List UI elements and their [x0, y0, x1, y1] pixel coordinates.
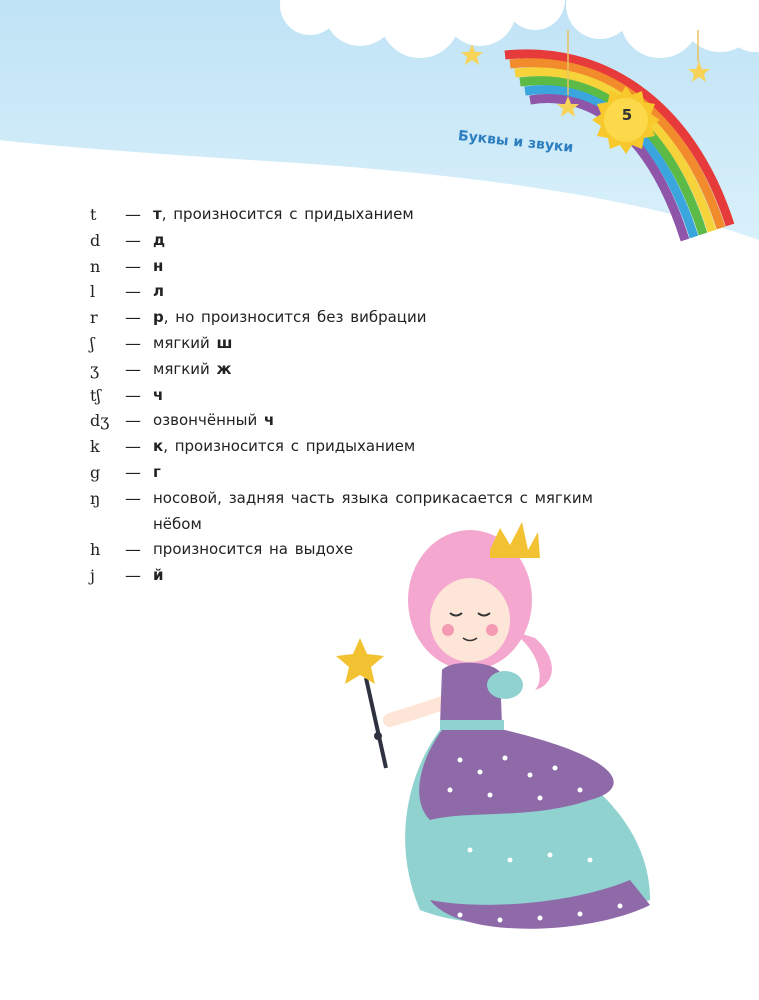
russian-letter: ч	[264, 411, 275, 430]
phonetic-row	[90, 408, 650, 434]
phonetic-symbol: ʃ	[90, 333, 95, 353]
russian-letter: л	[153, 282, 164, 301]
phonetic-description	[153, 383, 653, 409]
phonetic-description	[153, 202, 653, 228]
description-suffix: , произносится с придыханием	[161, 205, 414, 223]
description-prefix: произносится на выдохе	[153, 540, 354, 559]
dash: —	[125, 359, 141, 379]
dash: —	[125, 205, 141, 224]
phonetic-row	[90, 434, 650, 460]
phonetic-symbol: d	[90, 230, 101, 250]
page-number: 5	[621, 106, 633, 124]
phonetic-symbol: l	[90, 282, 96, 302]
phonetic-symbol: r	[90, 308, 98, 328]
russian-letter: г	[153, 462, 161, 481]
phonetic-row	[90, 331, 650, 357]
phonetic-row	[90, 383, 650, 409]
crown-icon	[490, 522, 540, 558]
bodice	[440, 663, 523, 730]
russian-letter: р	[153, 308, 164, 327]
phonetic-row	[90, 254, 650, 280]
russian-letter: ж	[216, 359, 232, 378]
russian-letter: к	[153, 437, 164, 456]
phonetic-description	[153, 357, 653, 383]
russian-letter: й	[153, 566, 164, 585]
phonetic-row	[90, 460, 650, 486]
phonetic-symbol: tʃ	[90, 385, 101, 405]
face	[430, 578, 510, 662]
russian-letter: д	[153, 230, 166, 249]
princess-illustration	[330, 510, 670, 940]
phonetic-row	[90, 279, 650, 305]
dash: —	[125, 437, 141, 457]
phonetic-row	[90, 202, 650, 228]
phonetic-symbol: t	[90, 205, 97, 224]
wand-icon	[336, 638, 386, 768]
phonetic-row	[90, 305, 650, 331]
dash: —	[125, 256, 141, 276]
russian-letter: ч	[153, 385, 164, 404]
dash: —	[125, 230, 141, 250]
skirt	[405, 730, 650, 929]
phonetic-symbol: g	[90, 462, 101, 482]
phonetic-description	[153, 460, 653, 486]
dash: —	[125, 540, 141, 560]
description-suffix: , произносится с придыханием	[163, 437, 416, 456]
phonetic-description	[153, 331, 653, 357]
phonetic-description	[153, 305, 653, 331]
dash: —	[125, 488, 141, 508]
phonetic-description	[153, 434, 653, 460]
phonetic-symbol: h	[90, 540, 101, 560]
phonetic-description	[153, 228, 653, 254]
phonetic-description	[153, 254, 653, 280]
dash: —	[125, 385, 141, 405]
description-prefix: озвончённый	[153, 411, 265, 430]
phonetic-row	[90, 357, 650, 383]
phonetic-symbol: k	[90, 437, 100, 457]
russian-letter: т	[153, 205, 162, 223]
phonetic-symbol: ʒ	[90, 359, 100, 379]
description-prefix: мягкий	[153, 333, 217, 352]
description-prefix: носовой, задняя часть языка соприкасается с мягким	[153, 488, 593, 507]
russian-letter: н	[153, 256, 164, 275]
description-suffix: , но произносится без вибрации	[163, 308, 427, 327]
phonetic-symbol: n	[90, 256, 101, 276]
dash: —	[125, 462, 141, 482]
russian-letter: ш	[216, 333, 233, 352]
dash: —	[125, 566, 141, 586]
description-continuation: нёбом	[153, 514, 202, 533]
dash: —	[125, 308, 141, 328]
description-prefix: мягкий	[153, 359, 217, 378]
dash: —	[125, 282, 141, 302]
phonetic-description	[153, 279, 653, 305]
phonetic-symbol: dʒ	[90, 411, 110, 431]
dash: —	[125, 411, 141, 431]
phonetic-symbol: j	[90, 566, 95, 586]
section-title: Буквы и звуки	[457, 128, 575, 157]
phonetic-description	[153, 408, 653, 434]
phonetic-row	[90, 228, 650, 254]
dash: —	[125, 333, 141, 353]
phonetic-symbol: ŋ	[90, 488, 101, 508]
